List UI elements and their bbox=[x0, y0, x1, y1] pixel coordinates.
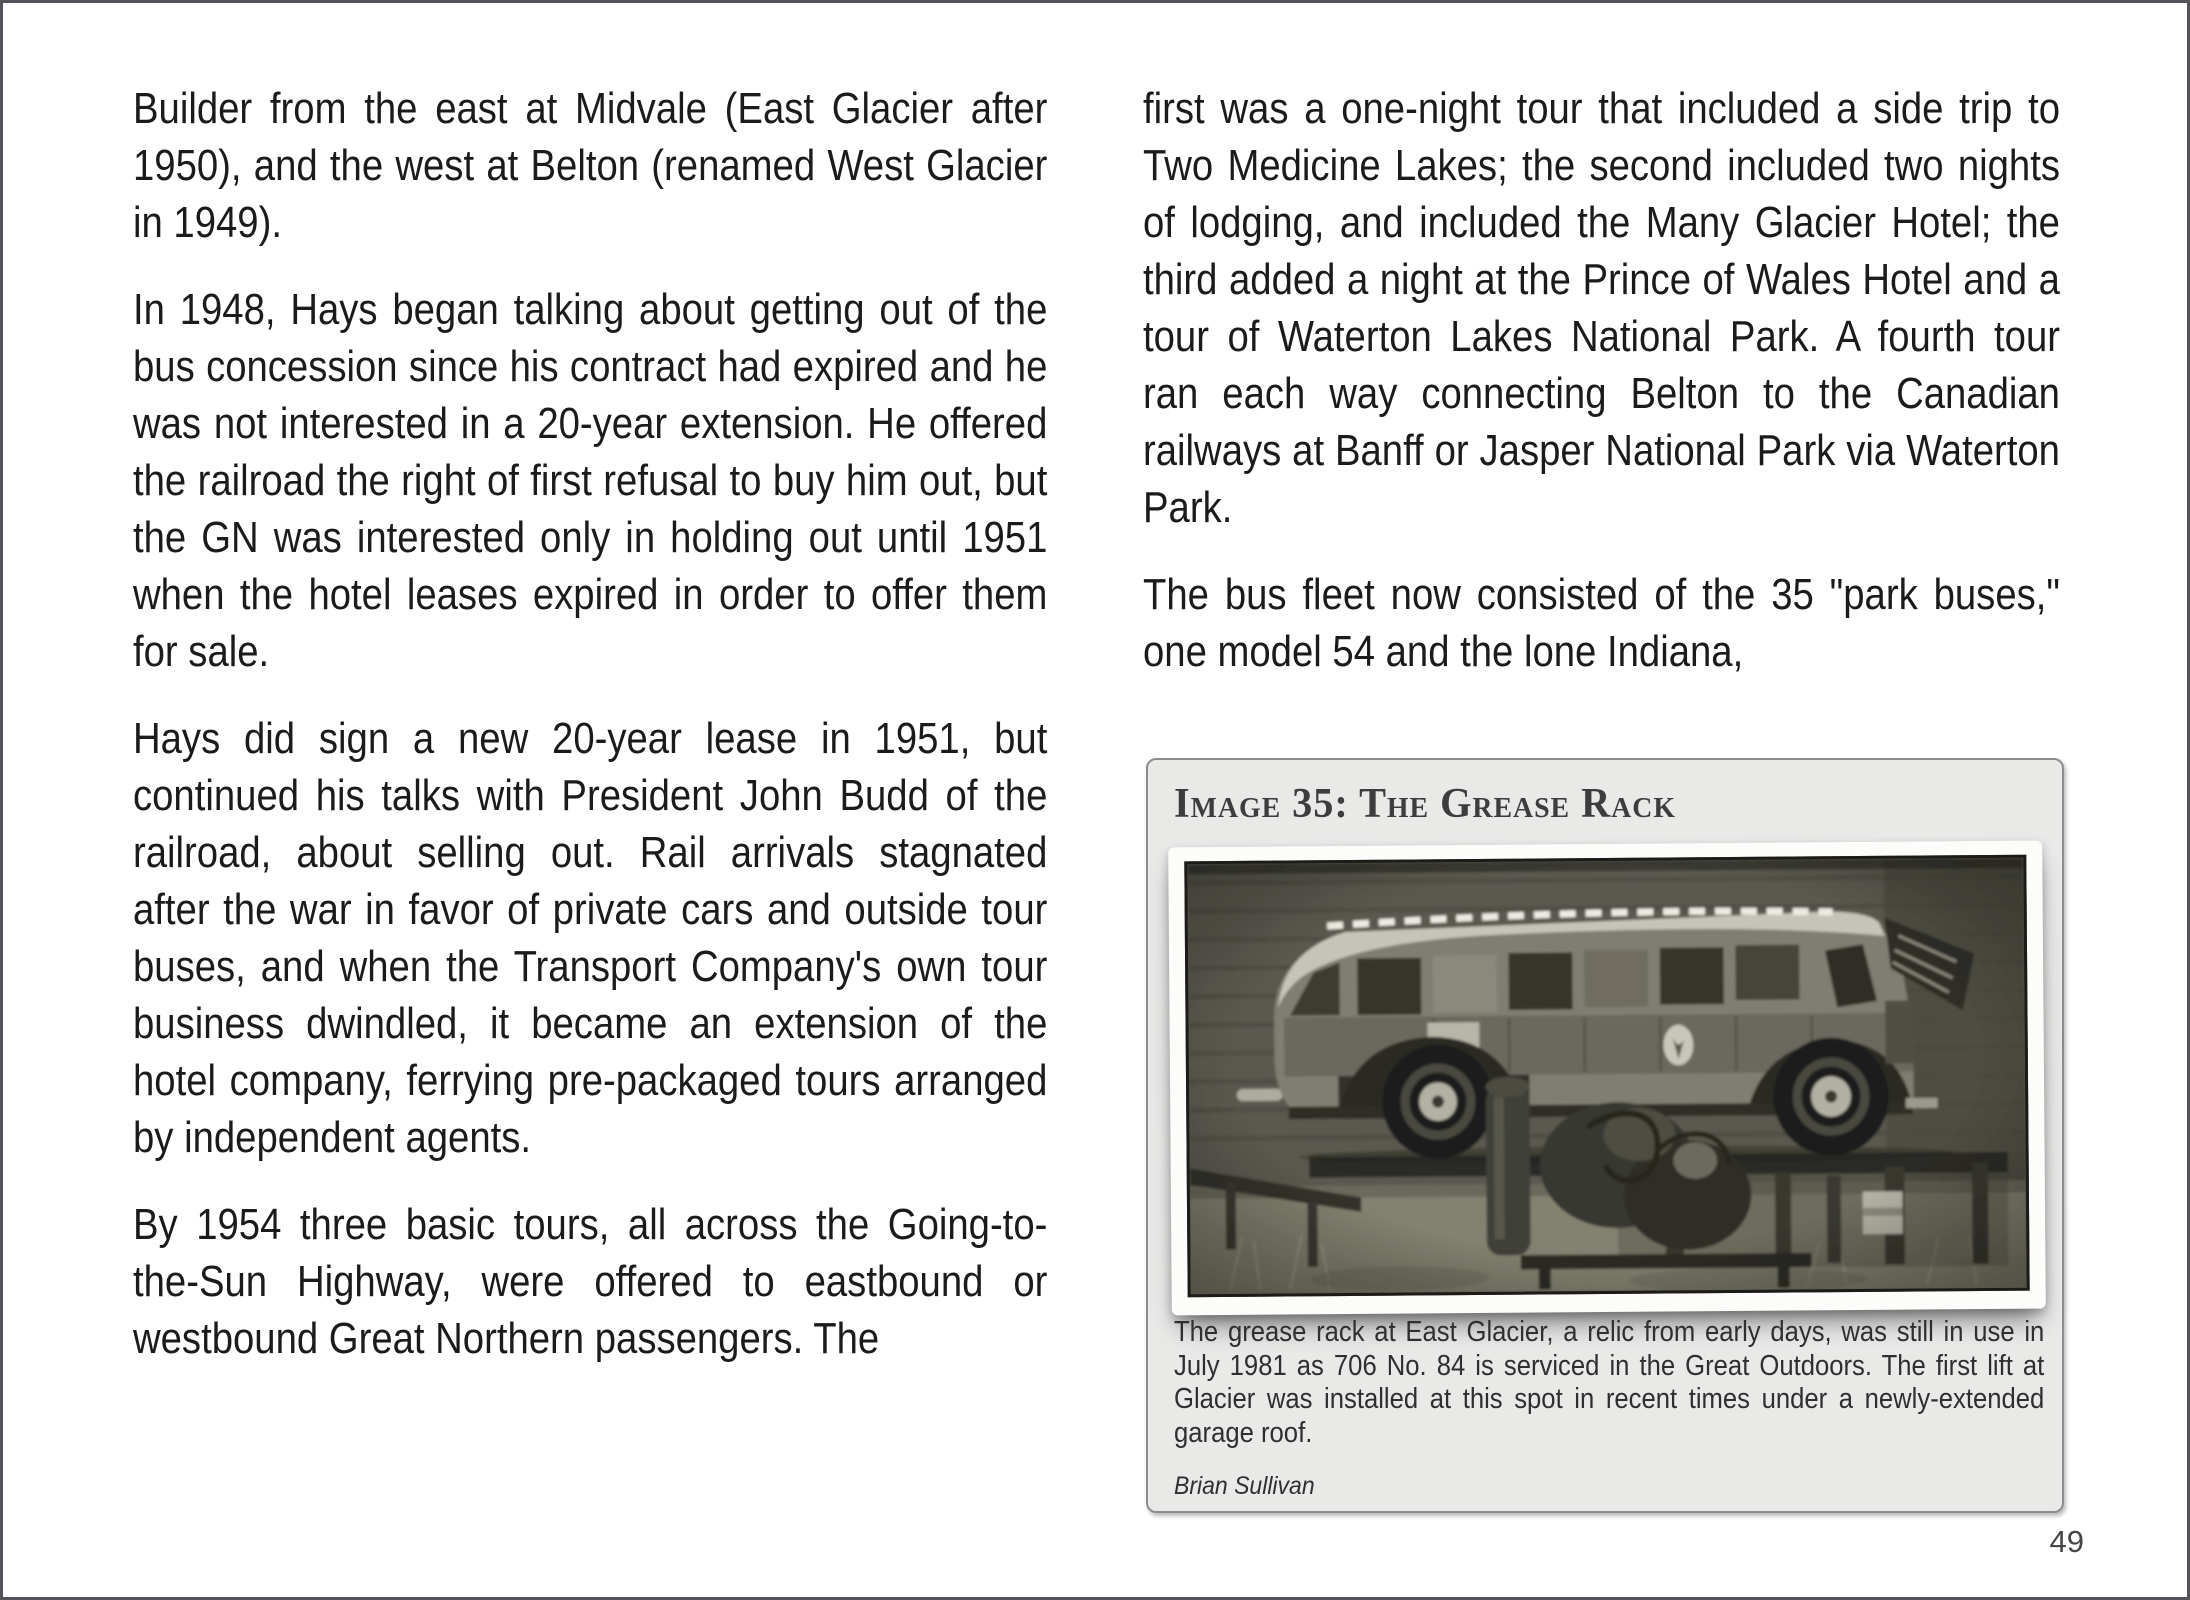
right-text-column bbox=[1143, 80, 2060, 680]
paragraph: Hays did sign a new 20-year lease in 1951, but continued his talks with President John Budd of the railroad, about selling out. Rail arrivals stagnated after the war in favor of private cars and outside tour buses, and when the Transport Company's own tour business dwindled, it became an extension of the hotel company, ferrying pre-packaged tours arranged by independent agents. bbox=[133, 714, 1048, 1162]
paragraph: In 1948, Hays began talking about getting out of the bus concession since his contract had expired and he was not interested in a 20-year extension. He offered the railroad the right of first refusal to buy him out, but the GN was interested only in holding out until 1951 when the hotel leases expired in order to offer them for sale. bbox=[133, 285, 1048, 676]
figure-credit: Brian Sullivan bbox=[1174, 1472, 1315, 1500]
paragraph: first was a one-night tour that included a side trip to Two Medicine Lakes; the second included two nights of lodging, and included the Many Glacier Hotel; the third added a night at the Prince of Wales Hotel and a tour of Waterton Lakes National Park. A fourth tour ran each way connecting Belton to the Canadian railways at Banff or Jasper National Park via Waterton Park. bbox=[1143, 84, 2060, 532]
left-text-column bbox=[133, 80, 1047, 1367]
figure-box bbox=[1146, 758, 2064, 1513]
photo-frame bbox=[1168, 841, 2046, 1316]
paragraph: Builder from the east at Midvale (East Glacier after 1950), and the west at Belton (renamed West Glacier in 1949). bbox=[133, 84, 1048, 247]
paragraph: The bus fleet now consisted of the 35 "park buses," one model 54 and the lone Indiana, bbox=[1143, 570, 2060, 676]
grease-rack-photo bbox=[1184, 855, 2029, 1298]
figure-caption: The grease rack at East Glacier, a relic from early days, was still in use in July 1981 as 706 No. 84 is serviced in the Great Outdoors. The first lift at Glacier was installed at this spot in recent times under a newly-extended garage roof. bbox=[1174, 1316, 2045, 1449]
page-number: 49 bbox=[2049, 1524, 2084, 1559]
paragraph: By 1954 three basic tours, all across the Going-to-the-Sun Highway, were offered to eastbound or westbound Great Northern passengers. The bbox=[133, 1200, 1048, 1363]
figure-title: Image 35: The Grease Rack bbox=[1174, 781, 1676, 827]
